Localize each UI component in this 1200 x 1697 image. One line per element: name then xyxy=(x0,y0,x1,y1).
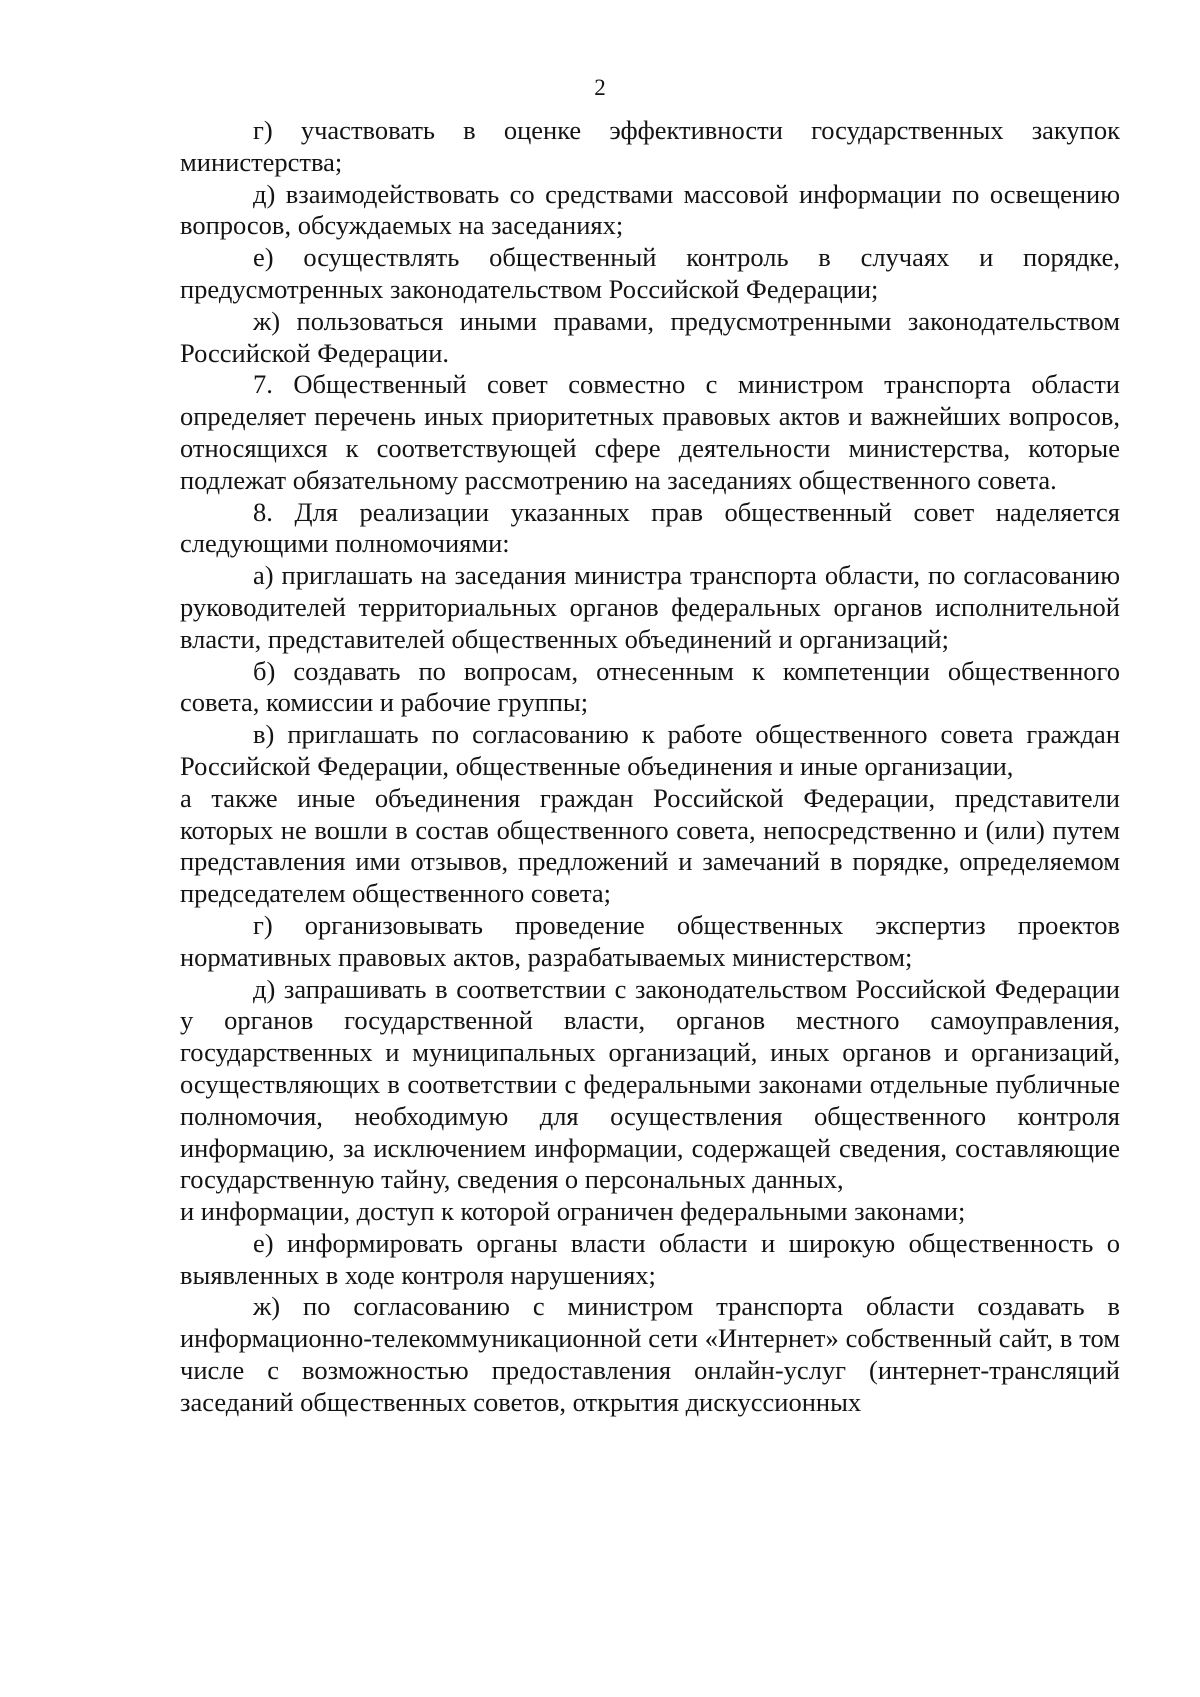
paragraph-e-public-control: е) осуществлять общественный контроль в случаях и порядке, предусмотренных законодательством Российской Федерации; xyxy=(180,242,1120,304)
paragraph-v-invite-citizens: в) приглашать по согласованию к работе общественного совета граждан Российской Федерации, общественные объединения и иные организации, xyxy=(180,719,1120,781)
paragraph-zh-create-website: ж) по согласованию с министром транспорта области создавать в информационно-телекоммуникационной сети «Интернет» собственный сайт, в том числе с возможностью предоставления онлайн-услуг (интернет-трансляций заседаний общественных советов, открытия дискуссионных xyxy=(180,1291,1120,1417)
page-number: 2 xyxy=(594,75,606,100)
paragraph-g-expertise: г) организовывать проведение общественных экспертиз проектов нормативных правовых актов, разрабатываемых министерством; xyxy=(180,909,1120,972)
paragraph-g-participate-procurement: г) участвовать в оценке эффективности государственных закупок министерства; xyxy=(180,115,1120,177)
paragraph-d-interact-media: д) взаимодействовать со средствами массовой информации по освещению вопросов, обсуждаемых на заседаниях; xyxy=(180,178,1120,241)
paragraph-8-powers: 8. Для реализации указанных прав общественный совет наделяется следующими полномочиями: xyxy=(180,496,1120,559)
paragraph-d-continuation: и информации, доступ к которой ограничен федеральными законами; xyxy=(180,1196,966,1227)
paragraph-7-priority-acts: 7. Общественный совет совместно с министром транспорта области определяет перечень иных приоритетных правовых актов и важнейших вопросов, относящихся к соответствующей сфере деятельности министерства, которые подлежат обязательному рассмотрению на заседаниях общественного совета. xyxy=(180,369,1120,495)
paragraph-v-continuation: а также иные объединения граждан Российской Федерации, представители которых не вошли в состав общественного совета, непосредственно и (или) путем представления ими отзывов, предложений и замечаний в порядке, определяемом председателем общественного совета; xyxy=(180,782,1120,909)
paragraph-d-request-information: д) запрашивать в соответствии с законодательством Российской Федерации у органов государственной власти, органов местного самоуправления, государственных и муниципальных организаций, иных органов и организаций, осуществляющих в соответствии с федеральными законами отдельные публичные полномочия, необходимую для осуществления общественного контроля информацию, за исключением информации, содержащей сведения, составляющие государственную тайну, сведения о персональных данных, xyxy=(180,973,1120,1195)
paragraph-e-inform-violations: е) информировать органы власти области и широкую общественность о выявленных в ходе контроля нарушениях; xyxy=(180,1227,1120,1290)
paragraph-b-create-commissions: б) создавать по вопросам, отнесенным к компетенции общественного совета, комиссии и рабочие группы; xyxy=(180,655,1120,718)
paragraph-zh-other-rights: ж) пользоваться иными правами, предусмотренными законодательством Российской Федерации. xyxy=(180,305,1120,368)
paragraph-a-invite-meetings: а) приглашать на заседания министра транспорта области, по согласованию руководителей территориальных органов федеральных органов исполнительной власти, представителей общественных объединений и организаций; xyxy=(180,560,1120,654)
document-body xyxy=(180,115,1120,1419)
